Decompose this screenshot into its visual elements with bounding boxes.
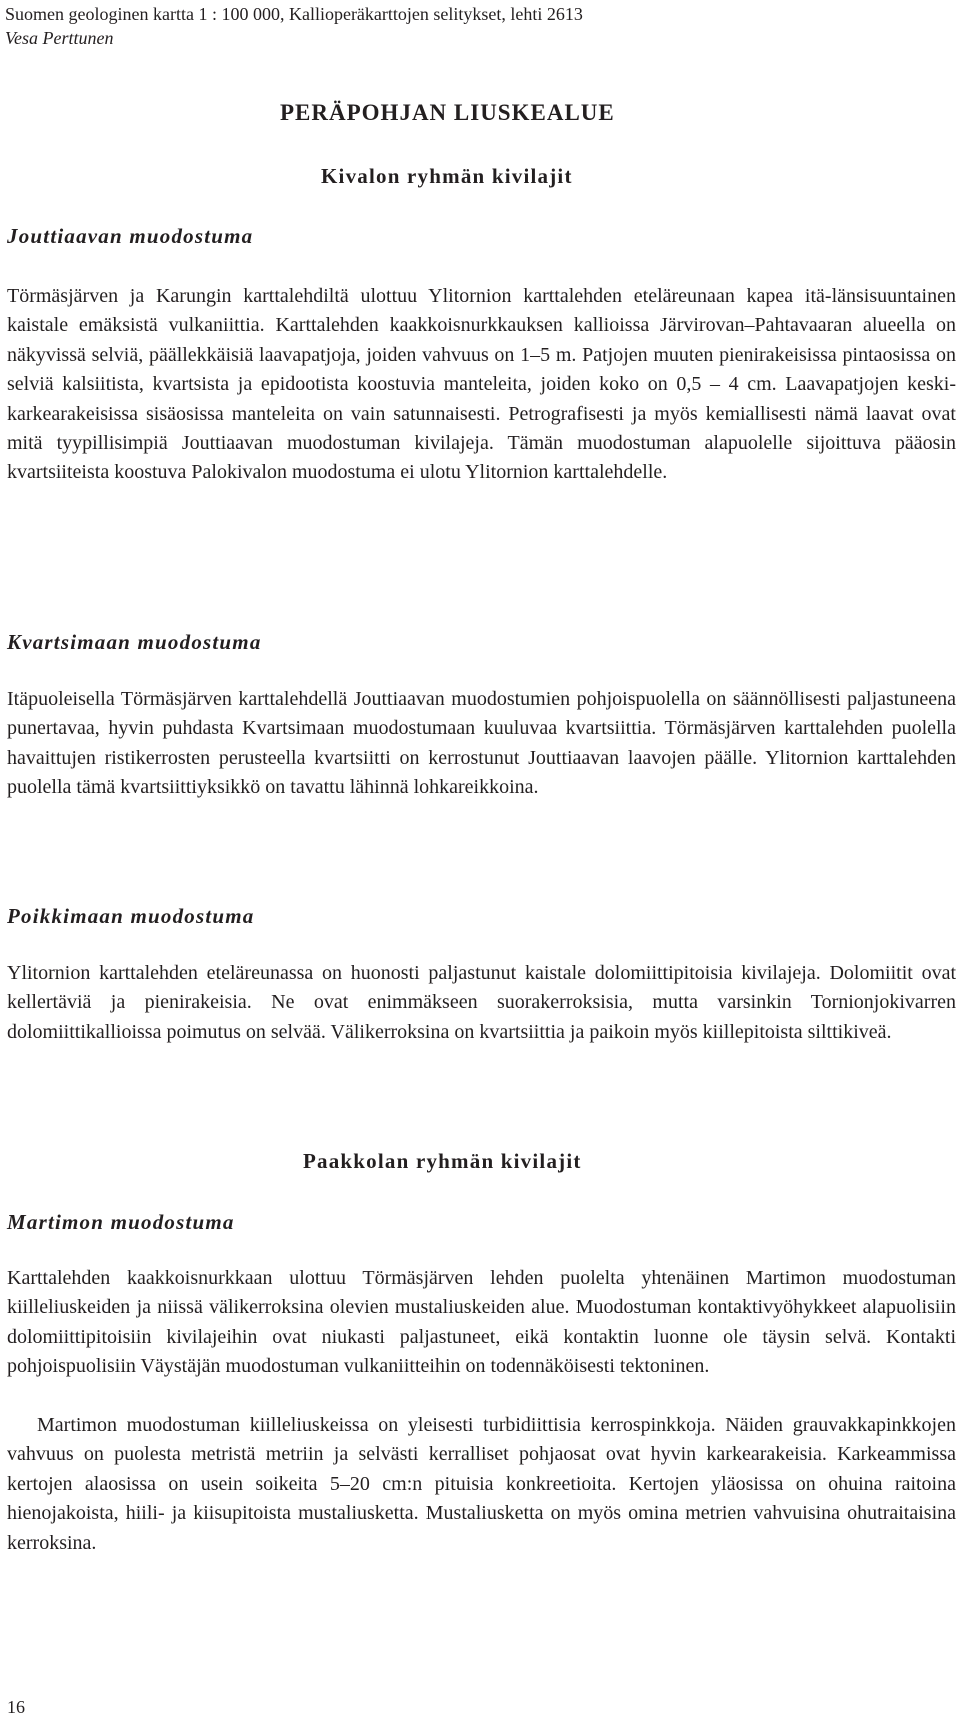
author-name: Vesa Perttunen bbox=[5, 28, 114, 48]
page-number: 16 bbox=[7, 1697, 25, 1717]
paragraph-martimo-2: Martimon muodostuman kiilleliuskeissa on yleisesti turbidiittisia kerrospinkkoja. Näiden grauvakkapinkkojen vahvuus on puolesta metristä metriin ja selvästi kerralliset pohjaosat ovat hyvin karkearakeisia. Karkeammissa kertojen alaosissa on usein soikeita 5–20 cm:n pituisia konkreetioita. Kertojen yläosissa on ohuina raitoina hienojakoista, hiili- ja kiisupitoista mustaliusketta. Mustaliusketta on myös omina metrien vahvuisina ohutraitaisina kerroksina. bbox=[7, 1414, 956, 1554]
paragraph-poikkimaa: Ylitornion karttalehden eteläreunassa on huonosti paljastunut kaistale dolomiittipitoisia kivilajeja. Dolomiitit ovat kellertäviä ja pienirakeisia. Ne ovat enimmäkseen suorakerroksisia, mutta varsinkin Tornionjokivarren dolomiittikallioissa poimutus on selvää. Välikerroksina on kvartsiittia ja paikoin myös kiillepitoista silttikiveä. bbox=[7, 962, 956, 1043]
paragraph-kvartsimaa: Itäpuoleisella Törmäsjärven karttalehdellä Jouttiaavan muodostumien pohjoispuolella on säännöllisesti paljastuneena punertavaa, hyvin puhdasta Kvartsimaan muodostumaan kuuluvaa kvartsiittia. Törmäsjärven karttalehden puolella havaittujen ristikerrosten perusteella kvartsiitti on kerrostunut Jouttiaavan laavojen päälle. Ylitornion karttalehden puolella tämä kvartsiittiyksikkö on tavattu lähinnä lohkareikkoina. bbox=[7, 688, 956, 799]
section-title: PERÄPOHJAN LIUSKEALUE bbox=[280, 100, 615, 125]
series-title: Suomen geologinen kartta 1 : 100 000, Kallioperäkarttojen selitykset, lehti 2613 bbox=[5, 4, 583, 24]
unit-title-kvartsimaa: Kvartsimaan muodostuma bbox=[7, 630, 262, 654]
unit-title-jouttiaava: Jouttiaavan muodostuma bbox=[7, 224, 254, 248]
group-title-paakkola: Paakkolan ryhmän kivilajit bbox=[303, 1149, 582, 1173]
unit-title-martimo: Martimon muodostuma bbox=[7, 1210, 235, 1234]
paragraph-martimo-1: Karttalehden kaakkoisnurkkaan ulottuu Törmäsjärven lehden puolelta yhtenäinen Martimon muodostuman kiilleliuskeiden ja niissä välikerroksina olevien mustaliuskeiden alue. Muodostuman kontaktivyöhykkeet alapuolisiin dolomiittipitoisiin kivilajeihin ovat niukasti paljastuneet, eikä kontaktin luonne ole täysin selvä. Kontakti pohjoispuolisiin Väystäjän muodostuman vulkaniitteihin on todennäköisesti tektoninen. bbox=[7, 1267, 956, 1378]
unit-title-poikkimaa: Poikkimaan muodostuma bbox=[7, 904, 255, 928]
running-head bbox=[5, 2, 583, 50]
group-title-kivalo: Kivalon ryhmän kivilajit bbox=[321, 164, 573, 188]
paragraph-jouttiaava: Törmäsjärven ja Karungin karttalehdiltä ulottuu Ylitornion karttalehden eteläreunaan kapea itä-länsisuuntainen kaistale emäksistä vulkaniittia. Karttalehden kaakkoisnurkkauksen kallioissa Järvirovan–Pahtavaaran alueella on näkyvissä selviä, päällekkäisiä laavapatjoja, joiden vahvuus on 1–5 m. Patjojen muuten pienirakeisissa pintaosissa on selviä kalsiitista, kvartsista ja epidootista koostuvia manteleita, joiden koko on 0,5 – 4 cm. Laavapatjojen keski-karkearakeisissa sisäosissa manteleita on vain satunnaisesti. Petrografisesti ja myös kemiallisesti nämä laavat ovat mitä tyypillisimpiä Jouttiaavan muodostuman kivilajeja. Tämän muodostuman alapuolelle sijoittuva pääosin kvartsiiteista koostuva Palokivalon muodostuma ei ulotu Ylitornion karttalehdelle. bbox=[7, 285, 956, 484]
